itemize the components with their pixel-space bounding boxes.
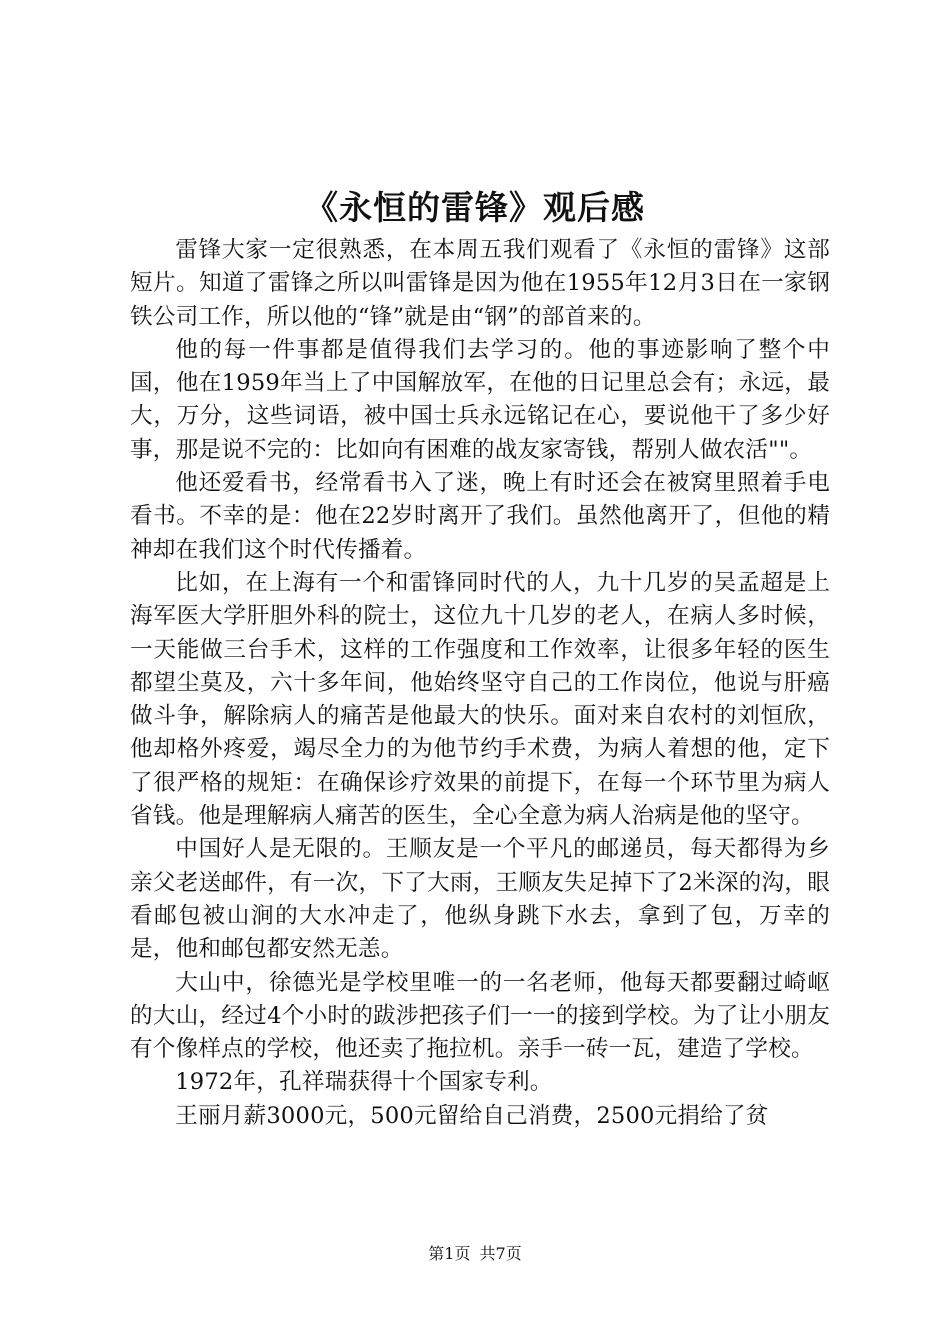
paragraph: 雷锋大家一定很熟悉，在本周五我们观看了《永恒的雷锋》这部短片。知道了雷锋之所以叫雷锋是因为他在1955年12月3日在一家钢铁公司工作，所以他的“锋”就是由“钢”的部首来的。 [130, 237, 830, 330]
paragraph: 他的每一件事都是值得我们去学习的。他的事迹影响了整个中国，他在1959年当上了中国解放军，在他的日记里总会有；永远，最大，万分，这些词语，被中国士兵永远铭记在心，要说他干了多少好事，那是说不完的：比如向有困难的战友家寄钱，帮别人做农活""。 [130, 336, 830, 463]
page-number: 第1页 [428, 1244, 471, 1263]
paragraph: 1972年，孔祥瑞获得十个国家专利。 [175, 1069, 553, 1096]
paragraph: 大山中，徐德光是学校里唯一的一名老师，他每天都要翻过崎岖的大山，经过4个小时的跋涉把孩子们一一的接到学校。为了让小朋友有个像样点的学校，他还卖了拖拉机。亲手一砖一瓦，建造了学校。 [130, 969, 830, 1063]
paragraph: 中国好人是无限的。王顺友是一个平凡的邮递员，每天都得为乡亲父老送邮件，有一次，下了大雨，王顺友失足掉下了2米深的沟，眼看邮包被山涧的大水冲走了，他纵身跳下水去，拿到了包，万幸的是，他和邮包都安然无恙。 [130, 836, 830, 963]
paragraph: 他还爱看书，经常看书入了迷，晚上有时还会在被窝里照着手电看书。不幸的是：他在22岁时离开了我们。虽然他离开了，但他的精神却在我们这个时代传播着。 [130, 470, 830, 563]
paragraph: 比如，在上海有一个和雷锋同时代的人，九十几岁的吴孟超是上海军医大学肝胆外科的院士，这位九十几岁的老人，在病人多时候，一天能做三台手术，这样的工作强度和工作效率，让很多年轻的医生都望尘莫及，六十多年间，他始终坚守自己的工作岗位，他说与肝癌做斗争，解除病人的痛苦是他最大的快乐。面对来自农村的刘恒欣，他却格外疼爱，竭尽全力的为他节约手术费，为病人着想的他，定下了很严格的规矩：在确保诊疗效果的前提下，在每一个环节里为病人省钱。他是理解病人痛苦的医生，全心全意为病人治病是他的坚守。 [130, 569, 830, 830]
document-body [130, 234, 830, 1133]
page-total: 共7页 [479, 1244, 522, 1263]
page-footer [0, 1244, 950, 1264]
paragraph: 王丽月薪3000元，500元留给自己消费，2500元捐给了贫 [175, 1102, 769, 1129]
page-title: 《永恒的雷锋》观后感 [305, 188, 645, 227]
